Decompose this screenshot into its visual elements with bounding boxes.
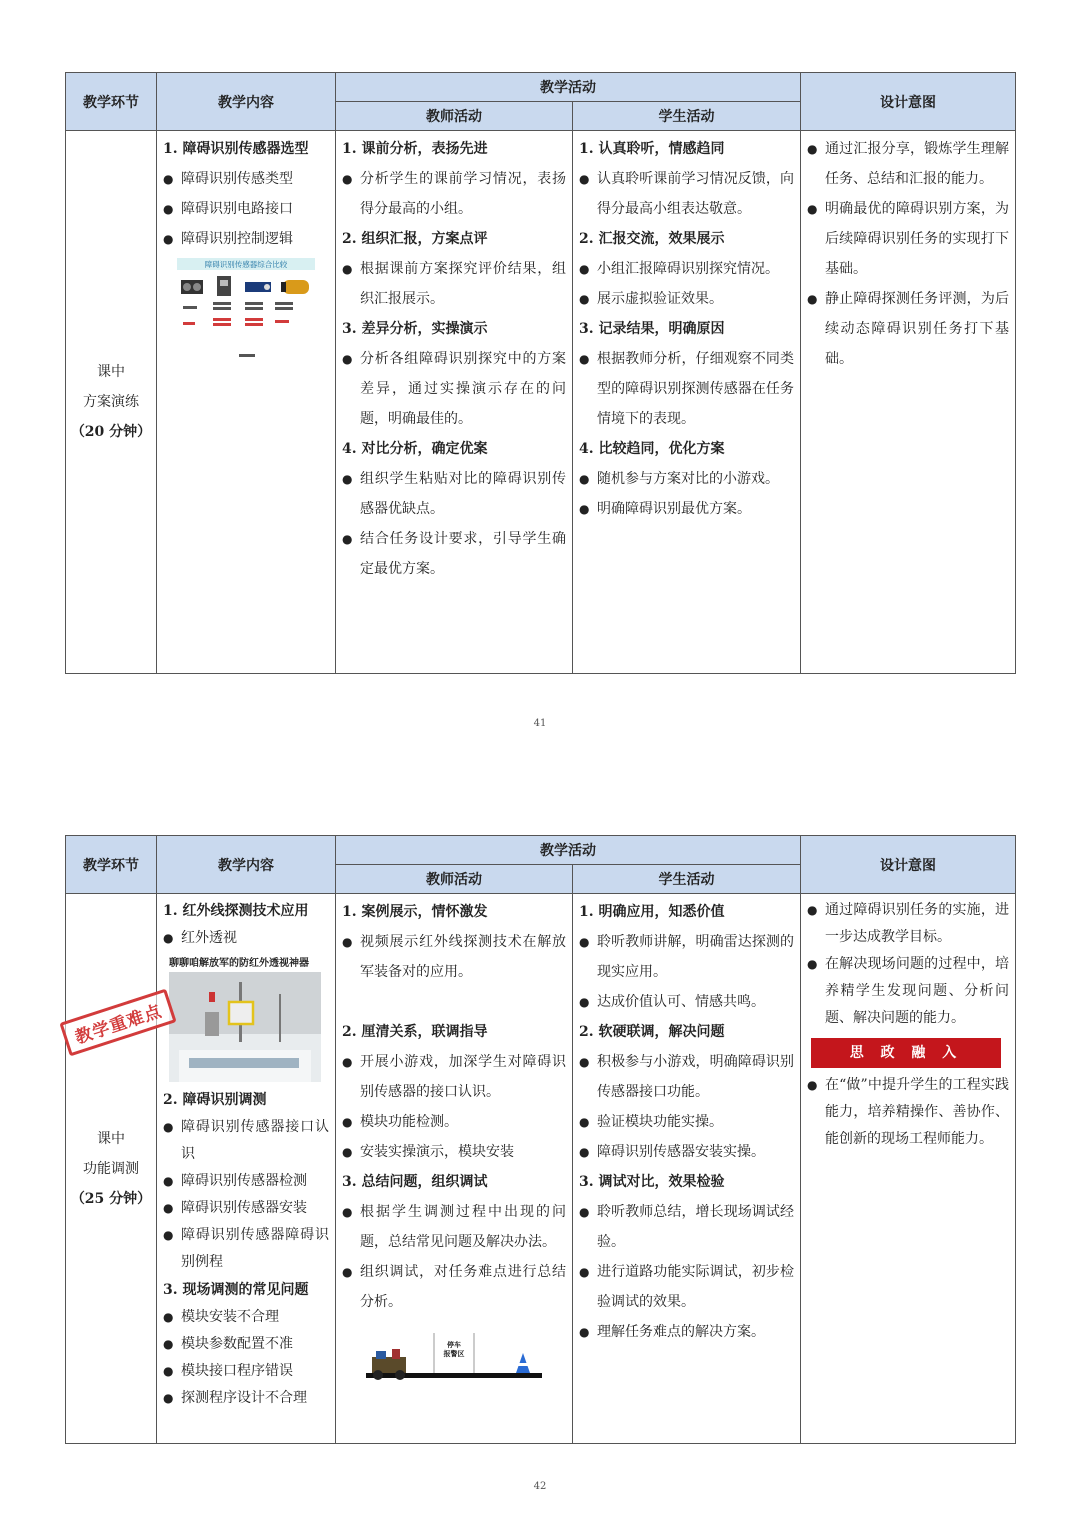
header-stage: 教学环节 [66, 73, 157, 131]
stage-cell [66, 131, 157, 674]
list-item: ● 认真聆听课前学习情况反馈，向得分最高小组表达敬意。 [579, 171, 794, 217]
list-item: ● 在解决现场问题的过程中，培养精学生发现问题、分析问题、解决问题的能力。 [807, 956, 1009, 1026]
svg-text:停车: 停车 [447, 1340, 461, 1349]
list-item: ● 模块安装不合理 [163, 1309, 279, 1325]
list-item: ● 明确障碍识别最优方案。 [579, 501, 751, 517]
student-step-title: 3. 记录结果，明确原因 [579, 321, 725, 337]
list-item: ● 理解任务难点的解决方案。 [579, 1324, 765, 1340]
header-intent: 设计意图 [801, 836, 1016, 894]
content-cell [157, 894, 336, 1444]
list-item: ● 积极参与小游戏，明确障碍识别传感器接口功能。 [579, 1054, 794, 1100]
list-item: ● 明确最优的障碍识别方案，为后续障碍识别任务的实现打下基础。 [807, 201, 1009, 277]
list-item: ● 分析学生的课前学习情况，表扬得分最高的小组。 [342, 171, 566, 217]
list-item: ● 安装实操演示，模块安装 [342, 1144, 514, 1160]
list-item: ● 静止障碍探测任务评测，为后续动态障碍识别任务打下基础。 [807, 291, 1009, 367]
svg-text:报警区: 报警区 [443, 1349, 465, 1358]
list-item: ● 进行道路功能实际调试，初步检验调试的效果。 [579, 1264, 794, 1310]
list-item: ● 障碍识别传感器安装 [163, 1200, 307, 1216]
page-number: 42 [533, 1481, 547, 1492]
content-section-title: 1. 红外线探测技术应用 [163, 903, 309, 919]
content-cell [157, 131, 336, 674]
list-item: ● 聆听教师讲解，明确雷达探测的现实应用。 [579, 934, 794, 980]
student-step-title: 1. 明确应用，知悉价值 [579, 904, 725, 920]
content-title: 1. 障碍识别传感器选型 [163, 141, 309, 157]
list-item: ● 视频展示红外线探测技术在解放军装备对的应用。 [342, 934, 566, 980]
lesson-table-page-41 [65, 72, 1016, 674]
list-item: ● 通过汇报分享，锻炼学生理解任务、总结和汇报的能力。 [807, 141, 1009, 187]
intent-cell [801, 894, 1016, 1444]
list-item: ● 验证模块功能实操。 [579, 1114, 723, 1130]
header-student: 学生活动 [573, 102, 801, 131]
teacher-step-title: 2. 厘清关系，联调指导 [342, 1024, 488, 1040]
teacher-step-title: 4. 对比分析，确定优案 [342, 441, 488, 457]
list-item: ● 模块参数配置不准 [163, 1336, 293, 1352]
header-teacher: 教师活动 [336, 102, 573, 131]
stage-line1: 课中 [97, 364, 125, 380]
header-content: 教学内容 [157, 73, 336, 131]
photo-caption: 聊聊咱解放军的防红外透视神器 [169, 958, 309, 969]
infrared-photo [169, 954, 329, 1082]
header-intent: 设计意图 [801, 73, 1016, 131]
list-item: ● 探测程序设计不合理 [163, 1390, 307, 1406]
stage-cell [66, 894, 157, 1444]
list-item: ● 达成价值认可、情感共鸣。 [579, 994, 765, 1010]
list-item: ● 障碍识别传感器检测 [163, 1173, 307, 1189]
list-item: ● 根据教师分析，仔细观察不同类型的障碍识别探测传感器在任务情境下的表现。 [579, 351, 794, 427]
lesson-table-page-42 [65, 835, 1016, 1444]
student-step-title: 3. 调试对比，效果检验 [579, 1174, 725, 1190]
content-section-title: 3. 现场调测的常见问题 [163, 1282, 309, 1298]
student-step-title: 2. 汇报交流，效果展示 [579, 231, 725, 247]
intent-cell [801, 131, 1016, 674]
teacher-activity-cell [336, 894, 573, 1444]
list-item: ● 障碍识别传感器接口认识 [163, 1119, 329, 1162]
teacher-step-title: 2. 组织汇报，方案点评 [342, 231, 488, 247]
stage-line2: 方案演练 [83, 394, 139, 410]
ideology-ribbon: 思 政 融 入 [811, 1038, 1001, 1068]
list-item: ● 障碍识别控制逻辑 [163, 231, 293, 247]
figure-title: 障碍识别传感器综合比较 [204, 260, 288, 269]
list-item: ● 聆听教师总结，增长现场调试经验。 [579, 1204, 794, 1250]
student-activity-cell [573, 131, 801, 674]
list-item: ● 开展小游戏，加深学生对障碍识别传感器的接口认识。 [342, 1054, 566, 1100]
header-student: 学生活动 [573, 865, 801, 894]
student-step-title: 4. 比较趋同，优化方案 [579, 441, 725, 457]
teacher-activity-cell [336, 131, 573, 674]
list-item: ● 结合任务设计要求，引导学生确定最优方案。 [342, 531, 566, 577]
stage-duration: （25 分钟） [70, 1190, 152, 1207]
sensor-comparison-figure [175, 258, 329, 372]
list-item: ● 通过障碍识别任务的实施，进一步达成教学目标。 [807, 902, 1009, 945]
list-item: ● 随机参与方案对比的小游戏。 [579, 471, 779, 487]
teacher-step-title: 3. 差异分析，实操演示 [342, 321, 488, 337]
list-item: ● 红外透视 [163, 930, 237, 946]
student-activity-cell [573, 894, 801, 1444]
list-item: ● 根据学生调测过程中出现的问题，总结常见问题及解决办法。 [342, 1204, 566, 1250]
teacher-step-title: 1. 课前分析，表扬先进 [342, 141, 488, 157]
page-number: 41 [533, 718, 547, 729]
list-item: ● 在“做”中提升学生的工程实践能力，培养精操作、善协作、能创新的现场工程师能力。 [807, 1077, 1009, 1147]
list-item: ● 根据课前方案探究评价结果，组织汇报展示。 [342, 261, 566, 307]
list-item: ● 分析各组障碍识别探究中的方案差异，通过实操演示存在的问题，明确最佳的。 [342, 351, 566, 427]
header-teacher: 教师活动 [336, 865, 573, 894]
header-activity: 教学活动 [336, 836, 801, 865]
list-item: ● 模块接口程序错误 [163, 1363, 293, 1379]
list-item: ● 障碍识别传感类型 [163, 171, 293, 187]
stage-duration: （20 分钟） [70, 424, 152, 440]
list-item: ● 展示虚拟验证效果。 [579, 291, 723, 307]
content-section-title: 2. 障碍识别调测 [163, 1092, 267, 1108]
list-item: ● 组织学生粘贴对比的障碍识别传感器优缺点。 [342, 471, 566, 517]
student-step-title: 1. 认真聆听，情感趋同 [579, 141, 725, 157]
list-item: ● 障碍识别传感器障碍识别例程 [163, 1227, 329, 1270]
teacher-step-title: 3. 总结问题，组织调试 [342, 1174, 488, 1190]
list-item: ● 障碍识别电路接口 [163, 201, 293, 217]
list-item: ● 组织调试，对任务难点进行总结分析。 [342, 1264, 566, 1310]
teacher-step-title: 1. 案例展示，情怀激发 [342, 904, 488, 920]
stage-line1: 课中 [97, 1130, 125, 1147]
header-content: 教学内容 [157, 836, 336, 894]
header-stage: 教学环节 [66, 836, 157, 894]
road-test-figure [366, 1329, 566, 1393]
header-activity: 教学活动 [336, 73, 801, 102]
list-item: ● 障碍识别传感器安装实操。 [579, 1144, 765, 1160]
key-difficulty-stamp: 教学重难点 [59, 989, 176, 1057]
list-item: ● 模块功能检测。 [342, 1114, 458, 1130]
list-item: ● 小组汇报障碍识别探究情况。 [579, 261, 779, 277]
student-step-title: 2. 软硬联调，解决问题 [579, 1024, 725, 1040]
stage-line2: 功能调测 [83, 1160, 139, 1177]
